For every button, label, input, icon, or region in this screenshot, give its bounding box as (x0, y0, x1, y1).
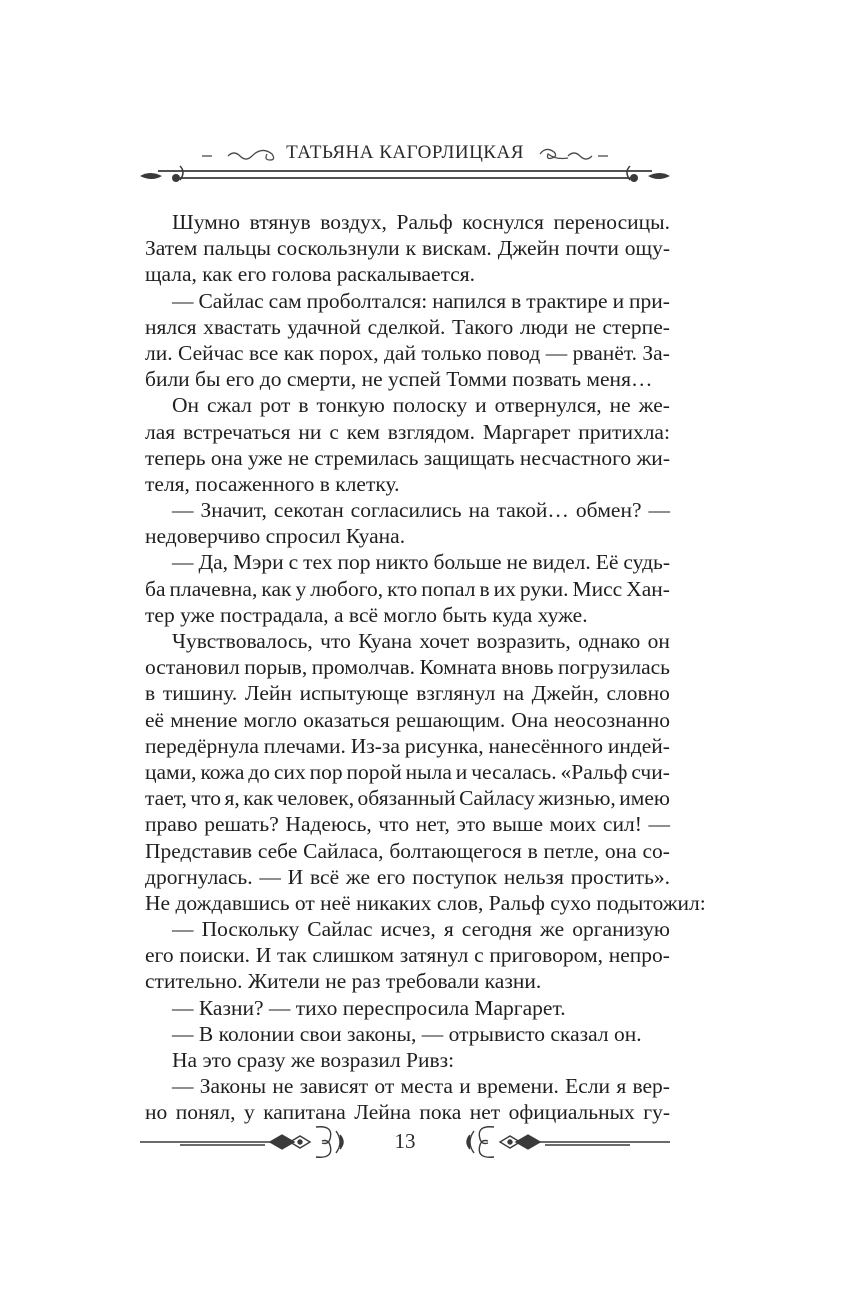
text-line: — Поскольку Сайлас исчез, я сегодня же организую (172, 917, 670, 942)
text-line: в тишину. Лейн испытующе взглянул на Джейн, словно (145, 681, 670, 706)
text-line: — Казни? — тихо переспросила Маргарет. (172, 995, 566, 1020)
text-line: недоверчиво спросил Куана. (145, 524, 406, 549)
running-header (140, 128, 670, 198)
text-line: — Сайлас сам проболтался: напился в трактире и при- (172, 288, 670, 313)
page-number: 13 (394, 1129, 416, 1153)
text-line: теперь она уже не стремилась защищать несчастного жи- (145, 445, 670, 470)
text-line: право решать? Надеюсь, что нет, это выше моих сил! — (145, 812, 670, 837)
text-line: Затем пальцы соскользнули к вискам. Джейн почти ощу- (145, 236, 670, 261)
text-line: — В колонии свои законы, — отрывисто сказал он. (172, 1021, 642, 1046)
text-line: лая встречаться ни с кем взглядом. Маргарет притихла: (145, 419, 670, 444)
text-line: тает, что я, как человек, обязанный Сайласу жизнью, имею (145, 786, 670, 811)
text-line: теля, посаженного в клетку. (145, 471, 400, 496)
page-footer (140, 1117, 670, 1167)
text-line: цами, кожа до сих пор порой ныла и чесалась. «Ральф счи- (145, 759, 670, 784)
text-line: били бы его до смерти, не успей Томми позвать меня… (145, 367, 653, 392)
text-line: — Законы не зависят от места и времени. Если я вер- (172, 1074, 670, 1099)
text-line: Не дождавшись от неё никаких слов, Ральф сухо подытожил: (145, 890, 706, 915)
text-line: На это сразу же возразил Ривз: (172, 1048, 455, 1072)
text-line: стительно. Жители не раз требовали казни. (145, 969, 542, 994)
text-line: остановил порыв, промолчав. Комната вновь погрузилась (145, 655, 670, 680)
text-line: дрогнулась. — И всё же его поступок нельзя простить». (145, 864, 670, 889)
text-line: ба плачевна, как у любого, кто попал в их руки. Мисс Хан- (145, 576, 670, 601)
text-line: ли. Сейчас все как порох, дай только повод — рванёт. За- (145, 340, 670, 365)
text-line: тер уже пострадала, а всё могло быть куда хуже. (145, 602, 588, 627)
text-line: передёрнула плечами. Из-за рисунка, нанесённого индей- (145, 733, 670, 758)
text-line: Представив себе Сайласа, болтающегося в петле, она со- (145, 838, 670, 863)
text-line: — Да, Мэри с тех пор никто больше не видел. Её судь- (172, 550, 670, 575)
text-line: щала, как его голова раскалывается. (145, 262, 476, 287)
text-line: Шумно втянув воздух, Ральф коснулся переносицы. (172, 210, 670, 234)
text-line: нялся хвастать удачной сделкой. Такого люди не стерпе- (145, 314, 670, 339)
text-line: но понял, у капитана Лейна пока нет официальных гу- (145, 1100, 670, 1125)
text-line: — Значит, секотан согласились на такой… обмен? — (172, 498, 670, 523)
text-line: Он сжал рот в тонкую полоску и отвернулся, не же- (172, 393, 670, 418)
text-line: Чувствовалось, что Куана хочет возразить, однако он (172, 629, 670, 653)
text-line: её мнение могло оказаться решающим. Она неосознанно (145, 707, 670, 732)
text-line: его поиски. И так слишком затянул с приговором, непро- (145, 943, 670, 968)
body-text (145, 209, 706, 1126)
running-head-title: ТАТЬЯНА КАГОРЛИЦКАЯ (286, 142, 524, 163)
